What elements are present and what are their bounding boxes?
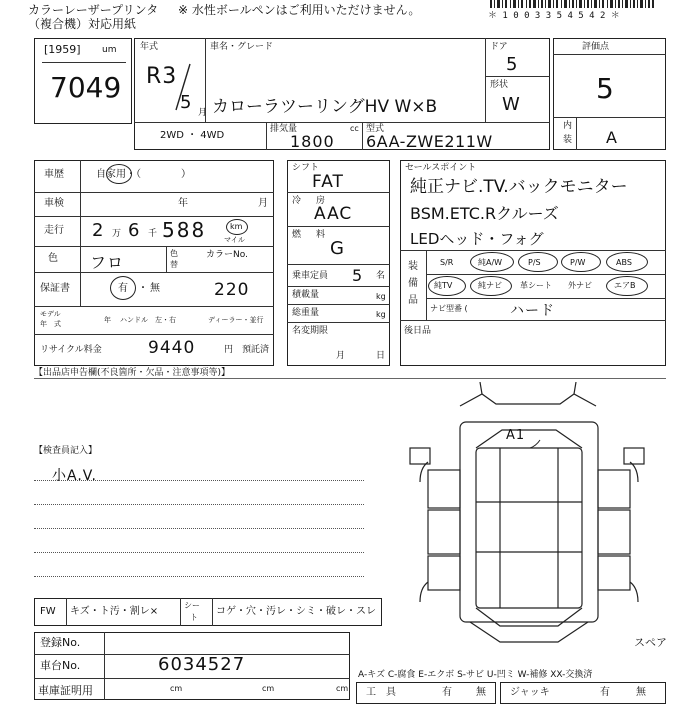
diagram-mark-a1: A1 [506,428,526,443]
header-line1: カラーレーザープリンタ [28,3,159,17]
model-year-dealer: ディーラー・並行 [208,316,264,324]
equipment-label2: 備 [408,278,418,289]
equip-ps-circle [518,252,558,272]
registration-label: 登録No. [40,636,81,649]
mileage-label: 走行 [44,225,64,236]
chassis-value: 6034527 [158,654,246,675]
load-label: 積載量 [292,290,320,300]
damage-legend: A-キズ C-腐食 E-エクボ S-サビ U-凹ミ W-補修 XX-交換済 [358,670,593,680]
model-year-label1: モデル [40,310,61,318]
displacement-label: 排気量 [270,124,298,134]
sales-line1: 純正ナビ.TV.バックモニター [410,177,628,197]
chassis-label: 車台No. [40,659,81,672]
displacement-value: 1800 [290,132,335,151]
door-value: 5 [506,54,519,75]
color-code: 220 [214,280,250,300]
model-label: 型式 [366,124,385,134]
mileage-mile: マイル [224,236,245,244]
sales-label: セールスポイント [405,163,477,173]
history-circle [106,164,132,184]
capacity-unit: 名 [376,271,386,281]
jack-yes: 有 [600,687,610,698]
interior-value: A [606,128,618,147]
recycle-value: 9440 [148,338,196,358]
lot-number: 7049 [50,71,122,104]
history-label: 車歴 [44,169,64,180]
equip-aw: 純A/W [478,258,503,267]
fw-items: キズ・ト汚・割レ× [70,606,159,617]
lot-code: [1959] [44,43,81,56]
header-line2: （複合機）対応用紙 [28,17,137,31]
car-label: 車名・グレード [210,42,274,52]
ac-label2: 房 [316,196,326,206]
inspector-label: 【検査員記入】 [34,446,98,456]
equip-pw-circle [561,252,601,272]
color-code-label: カラーNo. [206,250,248,260]
barcode-text: ＊ 1 0 0 3 3 5 4 5 4 2 ＊ [488,11,620,21]
year-label: 年式 [140,42,159,52]
certificate-cm-1: cm [170,684,183,693]
fuel-label1: 燃 [292,230,302,240]
shape-value: W [502,94,521,115]
seller-notes-label: 【出品店申告欄(不良箇所・欠品・注意事項等)】 [34,368,231,378]
interior-label-2: 装 [563,135,573,145]
fuel-label2: 料 [316,230,326,240]
load-unit: kg [376,292,386,301]
ac-label1: 冷 [292,196,302,206]
inspector-value: 小A.V. [52,468,98,484]
fw-seat-label1: シー [184,601,200,610]
mileage-d2: 6 [128,220,141,241]
fw-label: FW [40,606,56,617]
color-label2b: 替 [170,260,178,269]
shift-label: シフト [292,163,320,173]
equip-aw-circle [470,252,514,272]
weight-label: 総重量 [292,308,320,318]
equip-ps: P/S [528,258,541,267]
mileage-sen: 千 [148,229,158,239]
mileage-d1: 2 [92,220,105,241]
mileage-d3: 588 [162,218,207,242]
equip-pw: P/W [570,258,586,267]
inspection-label: 車検 [44,198,64,209]
warranty-yes-circle [110,276,136,300]
navi-model-value: ハード [510,303,555,319]
score-label: 評価点 [582,42,610,52]
tools-yes: 有 [442,687,452,698]
score-value: 5 [596,72,615,105]
tools-no: 無 [476,687,486,698]
model-year-year: 年 [104,316,111,324]
inspection-year: 年 [178,198,188,209]
header-notice: ※ 水性ボールペンはご利用いただけません。 [178,3,421,17]
warranty-yes: 有 [118,283,128,294]
interior-label-1: 内 [563,121,573,131]
detail-box [34,160,274,366]
equip-ext-navi: 外ナビ [568,281,592,290]
equip-abs: ABS [616,258,632,267]
year-month: 5 [180,92,193,113]
model-value: 6AA-ZWE211W [366,132,493,151]
year-era: R3 [146,64,178,89]
expiry-month: 月 [336,351,346,361]
history-value: 自家用・（ ） [96,169,191,180]
fw-seat-items: コゲ・穴・汚レ・シミ・破レ・スレ [216,606,376,617]
car-name: カローラツーリングHV W×B [212,97,438,117]
equip-airbag-circle [606,276,648,296]
certificate-cm-3: cm [336,684,349,693]
certificate-label: 車庫証明用 [38,684,93,697]
equip-tv-circle [428,276,466,296]
expiry-day: 日 [376,351,386,361]
weight-unit: kg [376,310,386,319]
recycle-unit: 円 預託済 [224,345,270,355]
capacity-value: 5 [352,266,364,285]
fuel-value: G [330,238,345,259]
barcode [490,0,655,8]
rear-seat-label: 後日品 [404,326,432,336]
model-year-handle: ハンドル 左・右 [120,316,176,324]
door-label: ドア [490,42,508,52]
equipment-label3: 品 [408,295,418,306]
model-year-label2: 年 式 [40,320,61,328]
displacement-unit: cc [350,124,359,133]
equip-sr: S/R [440,258,454,267]
sales-line2: BSM.ETC.Rクルーズ [410,204,559,223]
warranty-label: 保証書 [40,283,70,294]
shape-label: 形状 [490,80,509,90]
capacity-label: 乗車定員 [292,271,329,281]
jack-no: 無 [636,687,646,698]
equipment-label1: 装 [408,261,418,272]
mileage-man: 万 [112,229,122,239]
tools-label: 工 具 [366,687,396,698]
certificate-cm-2: cm [262,684,275,693]
color-value: フロ [90,253,125,272]
equip-abs-circle [606,252,648,272]
shift-value: FAT [312,172,344,192]
color-label: 色 [48,253,58,264]
warranty-no: 無 [150,283,160,294]
recycle-label: リサイクル料金 [40,345,102,355]
color-label2a: 色 [170,249,178,258]
year-month-unit: 月 [198,108,208,118]
navi-model-label: ナビ型番 ( [430,304,468,313]
sales-line3: LEDヘッド・フォグ [410,230,544,248]
equip-navi-circle [470,276,512,296]
equip-navi: 純ナビ [478,281,502,290]
expiry-label: 名変期限 [292,326,329,336]
warranty-sep: ・ [138,283,148,294]
mileage-km: km [230,222,243,231]
ac-value: AAC [314,204,353,224]
drive-label: 2WD ・ 4WD [160,130,225,141]
equip-airbag: エアB [614,281,636,290]
inspection-month: 月 [258,198,268,209]
lot-suffix: um [102,45,117,55]
spare-label: スペア [634,636,667,649]
fw-seat-label2: ト [190,613,198,622]
equip-tv: 純TV [434,281,453,290]
equip-leather: 革シート [520,281,552,290]
car-damage-diagram [400,382,670,650]
jack-label: ジャッキ [510,687,550,698]
